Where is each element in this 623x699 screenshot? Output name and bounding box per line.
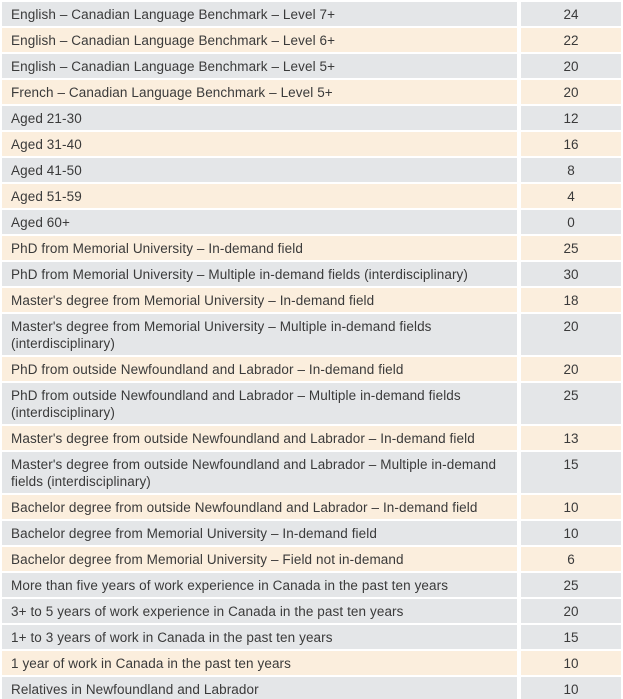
- table-row: [2, 132, 621, 158]
- points-cell: 10: [521, 521, 621, 547]
- table-row: [2, 184, 621, 210]
- points-cell: 16: [521, 132, 621, 158]
- points-cell: 25: [521, 573, 621, 599]
- criterion-cell: Master's degree from Memorial University – In-demand field: [2, 288, 521, 314]
- table-row: [2, 625, 621, 651]
- criterion-cell: Bachelor degree from Memorial University – Field not in-demand: [2, 547, 521, 573]
- criterion-cell: Bachelor degree from Memorial University – In-demand field: [2, 521, 521, 547]
- table-row: [2, 383, 621, 426]
- table-row: [2, 677, 621, 699]
- points-cell: 15: [521, 452, 621, 495]
- points-cell: 10: [521, 495, 621, 521]
- criterion-cell: More than five years of work experience in Canada in the past ten years: [2, 573, 521, 599]
- criterion-cell: Aged 31-40: [2, 132, 521, 158]
- criterion-cell: Aged 21-30: [2, 106, 521, 132]
- criterion-cell: Aged 51-59: [2, 184, 521, 210]
- table-row: [2, 573, 621, 599]
- criterion-cell: English – Canadian Language Benchmark – Level 6+: [2, 28, 521, 54]
- criterion-cell: Bachelor degree from outside Newfoundland and Labrador – In-demand field: [2, 495, 521, 521]
- points-cell: 20: [521, 54, 621, 80]
- points-cell: 20: [521, 357, 621, 383]
- table-row: [2, 547, 621, 573]
- criterion-cell: PhD from outside Newfoundland and Labrador – In-demand field: [2, 357, 521, 383]
- table-row: [2, 28, 621, 54]
- points-cell: 15: [521, 625, 621, 651]
- criterion-cell: PhD from Memorial University – In-demand field: [2, 236, 521, 262]
- points-cell: 20: [521, 314, 621, 357]
- table-row: [2, 599, 621, 625]
- table-row: [2, 54, 621, 80]
- points-cell: 12: [521, 106, 621, 132]
- criterion-cell: 1 year of work in Canada in the past ten years: [2, 651, 521, 677]
- table-row: [2, 262, 621, 288]
- points-cell: 25: [521, 236, 621, 262]
- table-row: [2, 452, 621, 495]
- table-row: [2, 288, 621, 314]
- points-table-body: [2, 2, 621, 699]
- criterion-cell: Master's degree from outside Newfoundland and Labrador – Multiple in-demand fields (interdisciplinary): [2, 452, 521, 495]
- points-cell: 30: [521, 262, 621, 288]
- points-cell: 0: [521, 210, 621, 236]
- points-cell: 10: [521, 677, 621, 699]
- table-row: [2, 357, 621, 383]
- criterion-cell: PhD from outside Newfoundland and Labrador – Multiple in-demand fields (interdisciplinary): [2, 383, 521, 426]
- points-cell: 20: [521, 80, 621, 106]
- table-row: [2, 106, 621, 132]
- points-cell: 25: [521, 383, 621, 426]
- criterion-cell: French – Canadian Language Benchmark – Level 5+: [2, 80, 521, 106]
- points-cell: 20: [521, 599, 621, 625]
- criterion-cell: 3+ to 5 years of work experience in Canada in the past ten years: [2, 599, 521, 625]
- criterion-cell: Aged 41-50: [2, 158, 521, 184]
- criterion-cell: Master's degree from Memorial University – Multiple in-demand fields (interdisciplinary): [2, 314, 521, 357]
- table-row: [2, 210, 621, 236]
- criterion-cell: Master's degree from outside Newfoundland and Labrador – In-demand field: [2, 426, 521, 452]
- table-row: [2, 236, 621, 262]
- points-cell: 8: [521, 158, 621, 184]
- criterion-cell: Aged 60+: [2, 210, 521, 236]
- points-cell: 4: [521, 184, 621, 210]
- points-cell: 24: [521, 2, 621, 28]
- criterion-cell: 1+ to 3 years of work in Canada in the past ten years: [2, 625, 521, 651]
- table-row: [2, 521, 621, 547]
- points-cell: 22: [521, 28, 621, 54]
- points-cell: 18: [521, 288, 621, 314]
- table-row: [2, 314, 621, 357]
- table-row: [2, 426, 621, 452]
- points-table: [2, 2, 621, 699]
- table-row: [2, 158, 621, 184]
- criterion-cell: PhD from Memorial University – Multiple in-demand fields (interdisciplinary): [2, 262, 521, 288]
- table-row: [2, 495, 621, 521]
- table-row: [2, 2, 621, 28]
- criterion-cell: English – Canadian Language Benchmark – Level 5+: [2, 54, 521, 80]
- criterion-cell: English – Canadian Language Benchmark – Level 7+: [2, 2, 521, 28]
- points-cell: 13: [521, 426, 621, 452]
- points-cell: 10: [521, 651, 621, 677]
- table-row: [2, 80, 621, 106]
- points-cell: 6: [521, 547, 621, 573]
- table-row: [2, 651, 621, 677]
- criterion-cell: Relatives in Newfoundland and Labrador: [2, 677, 521, 699]
